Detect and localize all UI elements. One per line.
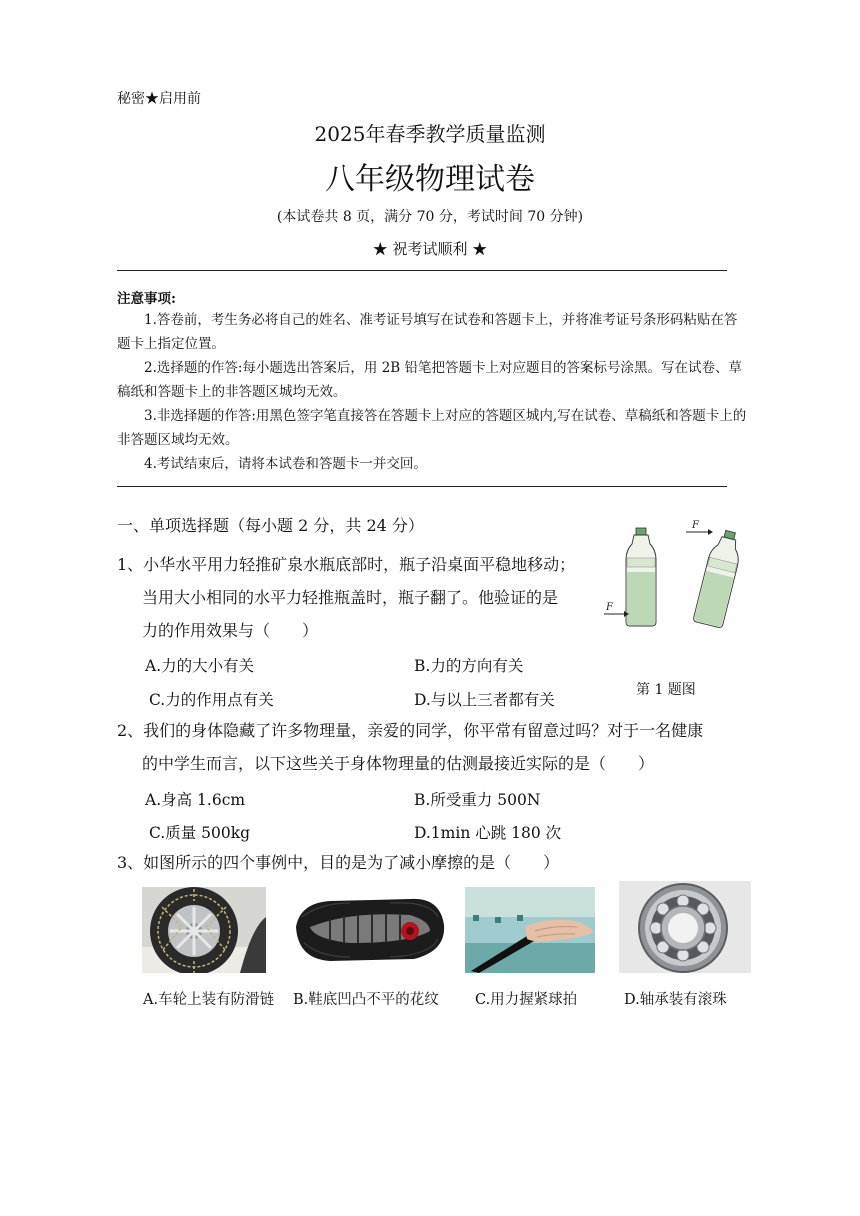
exam-title: 2025年春季教学质量监测 <box>314 122 546 146</box>
q1-stem-line1: 1、小华水平用力轻推矿泉水瓶底部时，瓶子沿桌面平稳地移动； <box>117 555 576 574</box>
q1-stem-line3: 力的作用效果与（ ） <box>142 621 319 640</box>
force-label-top: F <box>692 520 699 531</box>
q1-figure-caption: 第 1 题图 <box>636 682 696 698</box>
q2-option-c: C.质量 500kg <box>149 824 251 842</box>
tilted-bottle <box>693 528 745 628</box>
q3-photo-shoe-sole <box>290 887 448 973</box>
q3-caption-a: A.车轮上装有防滑链 <box>143 992 275 1008</box>
q1-option-b: B.力的方向有关 <box>414 657 524 675</box>
secret-label: 秘密★启用前 <box>117 91 201 107</box>
exam-info: (本试卷共 8 页，满分 70 分，考试时间 70 分钟) <box>276 209 584 225</box>
q3-photo-ball-bearing <box>619 881 751 973</box>
q3-caption-c: C.用力握紧球拍 <box>475 992 578 1008</box>
q2-stem-line2: 的中学生而言，以下这些关于身体物理量的估测最接近实际的是（ ） <box>142 754 655 773</box>
paper-title: 八年级物理试卷 <box>325 162 535 197</box>
q2-option-d: D.1min 心跳 180 次 <box>414 824 562 842</box>
good-luck-line: ★ 祝考试顺利 ★ <box>372 240 488 258</box>
q1-stem-line2: 当用大小相同的水平力轻推瓶盖时，瓶子翻了。他验证的是 <box>142 588 559 607</box>
q3-caption-d: D.轴承装有滚珠 <box>624 992 727 1008</box>
notice-heading: 注意事项: <box>117 291 176 307</box>
q2-stem-line1: 2、我们的身体隐藏了许多物理量，亲爱的同学，你平常有留意过吗？对于一名健康 <box>117 721 704 740</box>
q1-option-d: D.与以上三者都有关 <box>414 691 555 709</box>
notice-item: 1.答卷前，考生务必将自己的姓名、准考证号填写在试卷和答题卡上，并将准考证号条形码粘贴在答题卡上指定位置。 <box>117 312 738 352</box>
upright-bottle <box>626 528 656 626</box>
section-heading: 一、单项选择题（每小题 2 分，共 24 分） <box>117 516 424 535</box>
q3-photo-racket-grip <box>465 887 595 973</box>
q3-photo-tire-chain <box>142 887 266 973</box>
notice-list <box>117 308 749 476</box>
bottom-divider <box>117 486 727 487</box>
q1-option-c: C.力的作用点有关 <box>149 691 274 709</box>
q1-option-a: A.力的大小有关 <box>145 657 255 675</box>
q3-caption-b: B.鞋底凹凸不平的花纹 <box>293 992 439 1008</box>
top-divider <box>117 270 727 271</box>
q2-option-b: B.所受重力 500N <box>414 791 541 809</box>
q1-figure-bottles <box>600 518 760 630</box>
notice-item: 3.非选择题的作答:用黑色签字笔直接答在答题卡上对应的答题区城内,写在试卷、草稿纸和答题卡上的非答题区域均无效。 <box>117 408 747 448</box>
notice-item: 4.考试结束后，请将本试卷和答题卡一并交回。 <box>144 456 427 472</box>
bottle-diagram <box>600 518 760 630</box>
notice-item: 2.选择题的作答:每小题选出答案后，用 2B 铅笔把答题卡上对应题目的答案标号涂黑。写在试卷、草稿纸和答题卡上的非答题区城均无效。 <box>117 360 743 400</box>
q2-option-a: A.身高 1.6cm <box>145 791 246 809</box>
q3-stem: 3、如图所示的四个事例中，目的是为了减小摩擦的是（ ） <box>117 853 560 872</box>
force-label-bottom: F <box>606 602 613 613</box>
